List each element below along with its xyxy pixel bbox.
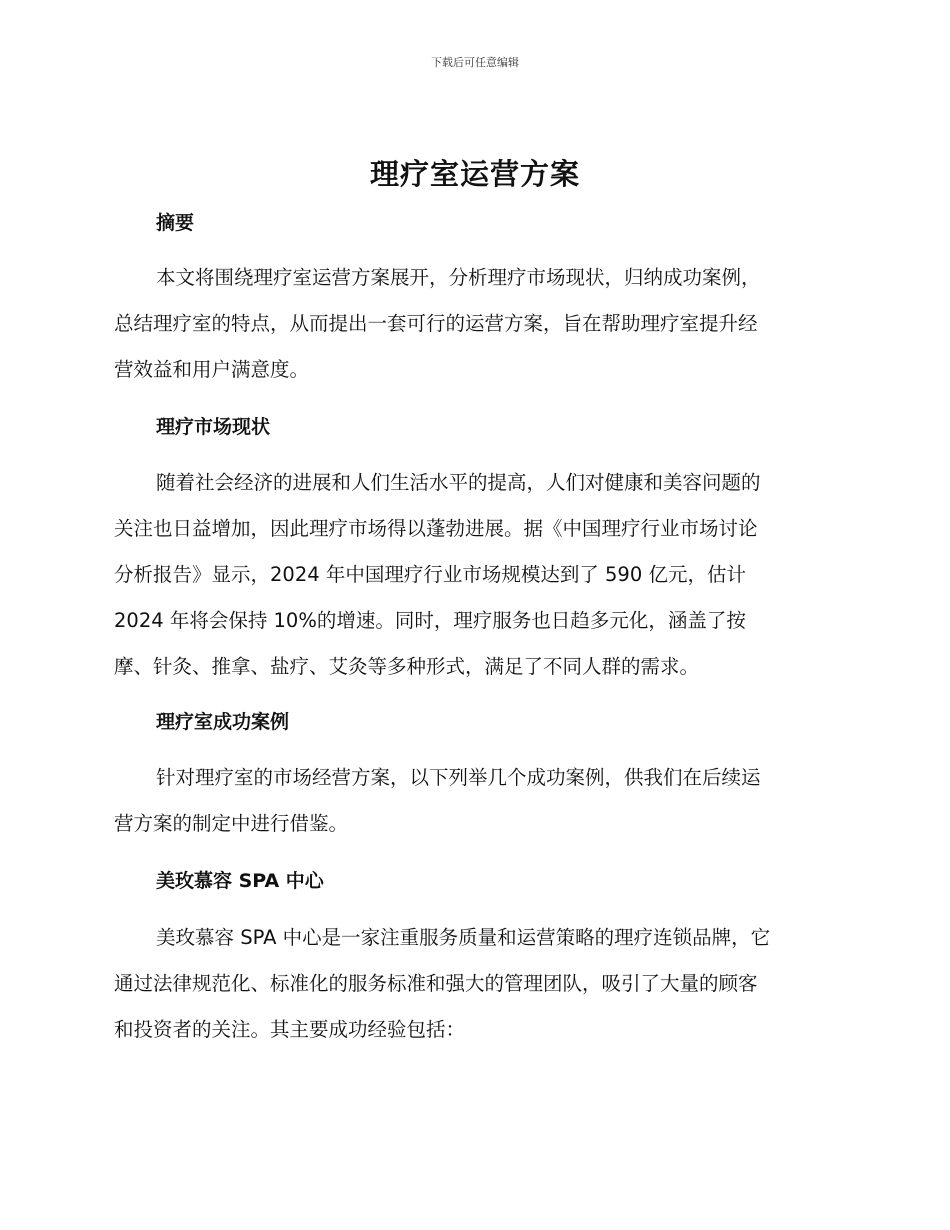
section-heading-abstract: 摘要	[156, 212, 195, 234]
paragraph-line: 总结理疗室的特点，从而提出一套可行的运营方案，旨在帮助理疗室提升经	[114, 312, 758, 335]
paragraph-line: 本文将围绕理疗室运营方案展开，分析理疗市场现状，归纳成功案例，	[156, 266, 761, 289]
section-body-meimei-spa	[114, 915, 836, 1053]
paragraph-line: 分析报告》显示，2024 年中国理疗行业市场规模达到了 590 亿元，估计	[114, 563, 746, 586]
paragraph-line: 随着社会经济的进展和人们生活水平的提高，人们对健康和美容问题的	[156, 471, 761, 494]
section-body-cases	[114, 755, 836, 847]
paragraph-line: 营效益和用户满意度。	[114, 358, 310, 381]
paragraph-line: 针对理疗室的市场经营方案，以下列举几个成功案例，供我们在后续运	[156, 766, 761, 789]
paragraph-line: 摩、针灸、推拿、盐疗、艾灸等多种形式，满足了不同人群的需求。	[114, 655, 700, 678]
section-heading-cases: 理疗室成功案例	[156, 711, 290, 733]
section-body-market	[114, 460, 836, 690]
section-heading-market: 理疗市场现状	[156, 416, 271, 438]
paragraph-line: 关注也日益增加，因此理疗市场得以蓬勃进展。据《中国理疗行业市场讨论	[114, 517, 758, 540]
paragraph-line: 2024 年将会保持 10%的增速。同时，理疗服务也日趋多元化，涵盖了按	[114, 609, 746, 632]
header-note: 下载后可任意编辑	[431, 56, 519, 69]
paragraph-line: 营方案的制定中进行借鉴。	[114, 812, 349, 835]
paragraph-line: 和投资者的关注。其主要成功经验包括：	[114, 1018, 466, 1041]
paragraph-line: 通过法律规范化、标准化的服务标准和强大的管理团队，吸引了大量的顾客	[114, 972, 758, 995]
section-heading-meimei-spa: 美玫慕容 SPA 中心	[156, 870, 324, 892]
document-title: 理疗室运营方案	[369, 157, 580, 191]
section-body-abstract	[114, 255, 836, 393]
paragraph-line: 美玫慕容 SPA 中心是一家注重服务质量和运营策略的理疗连锁品牌，它	[156, 926, 771, 949]
